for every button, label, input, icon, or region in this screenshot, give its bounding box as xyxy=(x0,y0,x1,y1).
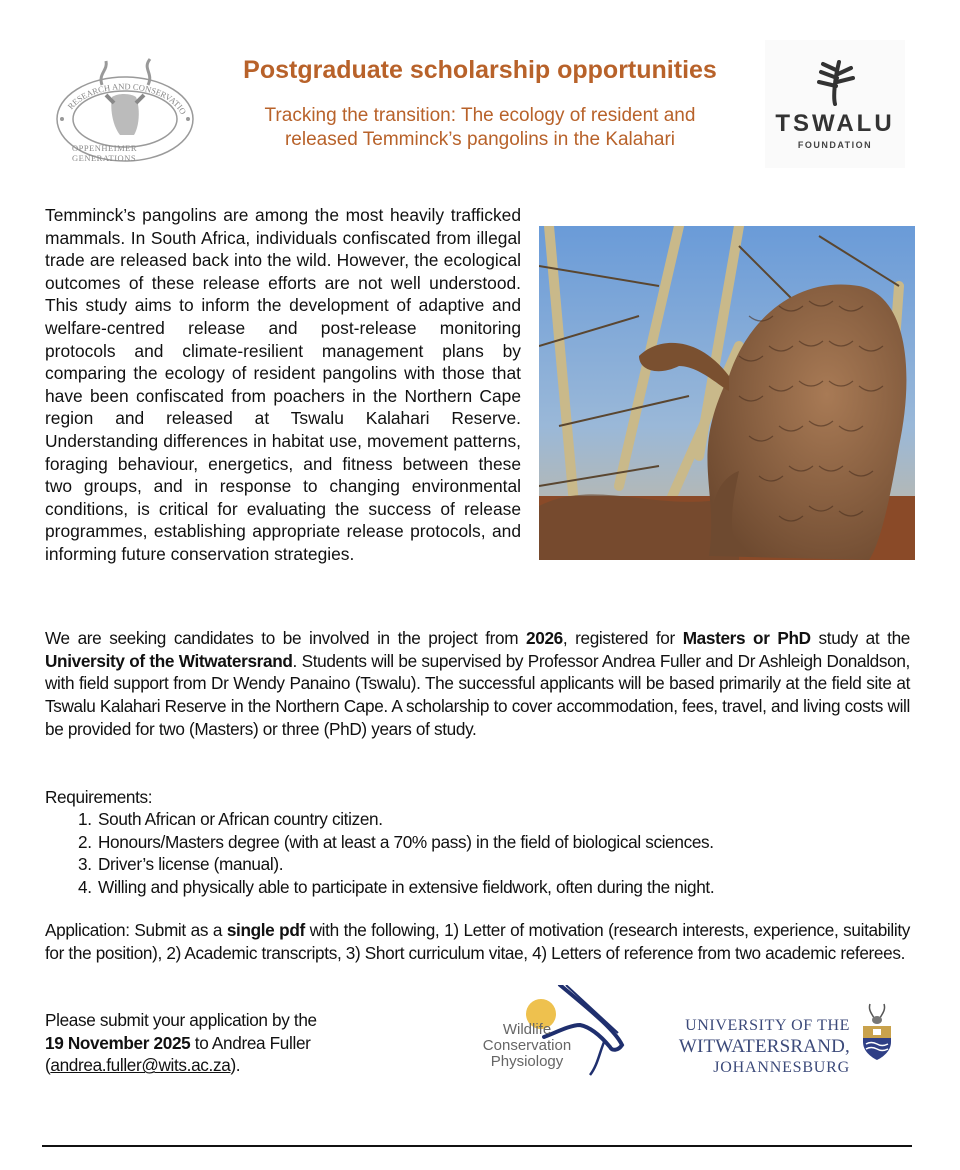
requirement-number: 3. xyxy=(78,854,92,875)
deadline-line-3 xyxy=(45,1054,385,1077)
tswalu-branch-icon xyxy=(813,58,857,106)
single-pdf-emphasis: single pdf xyxy=(226,920,305,940)
pangolin-image xyxy=(539,226,915,560)
requirement-number: 2. xyxy=(78,831,92,852)
seeking-text: , registered for xyxy=(562,628,683,648)
start-year: 2026 xyxy=(526,628,563,648)
wits-line-3: JOHANNESBURG xyxy=(713,1059,850,1076)
requirement-item xyxy=(45,853,915,876)
requirement-item xyxy=(45,808,915,831)
page-title: Postgraduate scholarship opportunities xyxy=(243,56,717,84)
wcp-text xyxy=(462,1022,592,1070)
university-name: University of the Witwatersrand xyxy=(45,650,293,671)
wildlife-conservation-physiology-logo xyxy=(440,985,640,1085)
application-instructions xyxy=(45,919,910,964)
application-text: Application: Submit as a xyxy=(45,920,227,940)
paren-open: ( xyxy=(45,1055,51,1076)
email-link[interactable]: andrea.fuller@wits.ac.za xyxy=(50,1055,231,1076)
requirement-text: Driver’s license (manual). xyxy=(98,854,284,875)
wcp-line-3: Physiology xyxy=(490,1053,564,1070)
wits-line-2: WITWATERSRAND, xyxy=(678,1036,850,1057)
seeking-text: We are seeking candidates to be involved in the project from xyxy=(45,628,527,648)
tswalu-wordmark: TSWALU xyxy=(775,110,895,137)
tswalu-foundation-text: FOUNDATION xyxy=(797,140,873,150)
intro-paragraph: Temminck’s pangolins are among the most heavily trafficked mammals. In South Africa, individuals confiscated from illegal trade are released back into the wild. However, the ecological outcomes of these release efforts are not well understood. This study aims to inform the development of adaptive and welfare-centred release and post-release monitoring protocols and climate-resilient management plans by comparing the ecology of resident pangolins with those that have been confiscated from poachers in the Northern Cape region and released at Tswalu Kalahari Reserve. Understanding differences in habitat use, movement patterns, foraging behaviour, energetics, and fitness between these two groups, and in response to changing environmental conditions, is critical for evaluating the success of release programmes, establishing appropriate release protocols, and informing future conservation strategies. xyxy=(45,205,521,564)
deadline-date: 19 November 2025 xyxy=(45,1032,191,1053)
wits-text xyxy=(665,1015,850,1078)
requirement-number: 4. xyxy=(78,877,92,898)
page-subtitle xyxy=(160,104,800,152)
degree-level: Masters or PhD xyxy=(682,628,811,648)
seeking-text: study at the xyxy=(810,628,910,648)
wcp-line-1: Wildlife xyxy=(502,1021,552,1038)
project-description-paragraph xyxy=(45,627,910,741)
wits-university-logo xyxy=(665,1000,905,1080)
deadline-contact: to Andrea Fuller xyxy=(190,1032,311,1053)
requirement-number: 1. xyxy=(78,809,92,829)
deadline-text: Please submit your application by the xyxy=(45,1010,317,1030)
tswalu-foundation-logo xyxy=(765,40,905,168)
svg-text:RESEARCH AND CONSERVATION: RESEARCH AND CONSERVATIO xyxy=(65,81,189,117)
requirements-list xyxy=(45,808,915,899)
subtitle-line-2: released Temminck’s pangolins in the Kalahari xyxy=(284,129,676,150)
requirement-text: Willing and physically able to participate in extensive fieldwork, often during the night. xyxy=(98,877,715,898)
footer-divider xyxy=(42,1145,912,1147)
paren-close: ). xyxy=(230,1055,241,1076)
requirements-heading: Requirements: xyxy=(45,787,153,807)
pangolin-photo xyxy=(539,226,915,560)
oppenheimer-bottom-text: OPPENHEIMER GENERATIONS xyxy=(72,143,138,163)
deadline-block xyxy=(45,1009,385,1077)
deadline-line-2 xyxy=(45,1032,385,1055)
application-text: with the following, 1) Letter of motivation (research interests, experience, suitability for the position), 2) Academic transcripts, 3) Short curriculum vitae, 4) Letters of reference from two academic referees. xyxy=(45,920,910,963)
requirement-item xyxy=(45,876,915,899)
seeking-text: . Students will be supervised by Professor Andrea Fuller and Dr Ashleigh Donaldson, with field support from Dr Wendy Panaino (Tswalu). The successful applicants will be based primarily at the field site at Tswalu Kalahari Reserve in the Northern Cape. A scholarship to cover accommodation, fees, travel, and living costs will be provided for two (Masters) or three (PhD) years of study. xyxy=(45,650,910,739)
wits-line-1: UNIVERSITY OF THE xyxy=(685,1017,850,1034)
requirement-text: South African or African country citizen. xyxy=(98,809,383,829)
wcp-line-2: Conservation xyxy=(482,1037,572,1054)
subtitle-line-1: Tracking the transition: The ecology of resident and xyxy=(264,105,696,126)
requirement-text: Honours/Masters degree (with at least a 70% pass) in the field of biological sciences. xyxy=(98,831,714,852)
requirement-item xyxy=(45,831,915,854)
wits-crest-icon xyxy=(860,1002,894,1064)
